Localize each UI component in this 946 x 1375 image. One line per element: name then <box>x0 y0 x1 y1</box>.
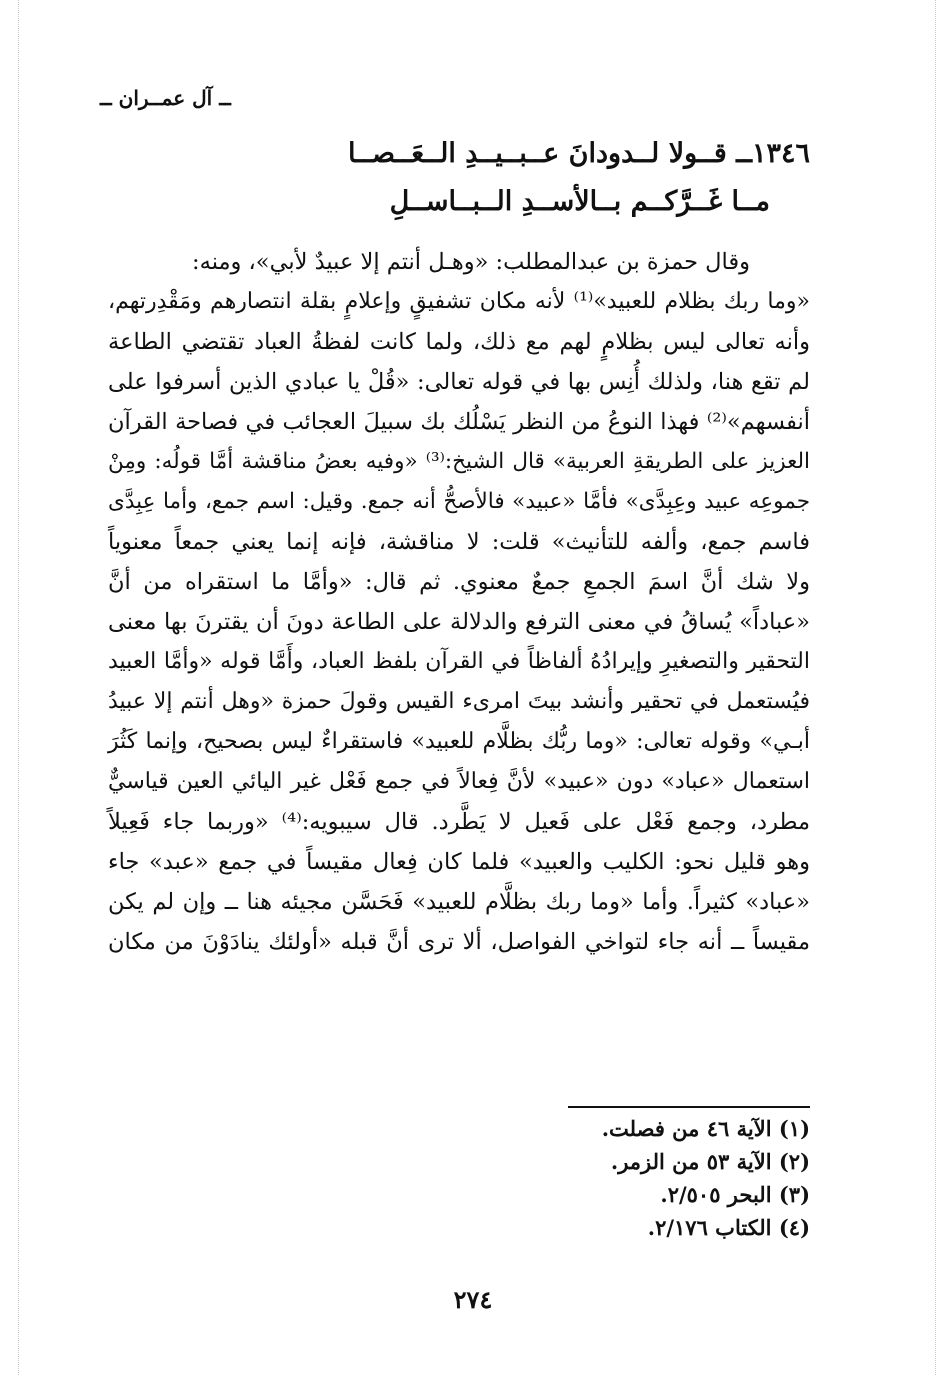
footnote: (٣) البحر ٢/٥٠٥. <box>660 1182 810 1207</box>
body-line: أبـي» وقوله تعالى: «وما ربُّك بظلَّام للعبيد» فاستقراءٌ ليس بصحيح، وإنما كَثُرَ <box>108 729 810 754</box>
body-line: فيُستعمل في تحقير وأنشد بيتَ امرىء القيس وقولَ حمزة «وهل أنتم إلا عبيدُ <box>108 689 810 714</box>
running-header-title: ــ آل عمــران ــ <box>100 86 231 110</box>
body-line: مقيساً ــ أنه جاء لتواخي الفواصل، ألا ترى أنَّ قبله «أولئك ينادَوْنَ من مكان <box>108 929 810 955</box>
running-header <box>100 86 800 110</box>
body-line: التحقير والتصغيرِ وإيرادُهُ ألفاظاً في القرآن بلفظ العباد، وأَمَّا قوله «وأمَّا العبيد <box>108 649 810 674</box>
verse-line-2: مــا غَــرَّكــم بــالأســدِ الــبــاســلِ <box>389 186 770 217</box>
footnote: (٢) الآية ٥٣ من الزمر. <box>610 1149 810 1174</box>
body-line: «وما ربك بظلام للعبيد»⁽¹⁾ لأنه مكان تشفيقٍ وإعلامٍ بقلة انتصارهم ومَقْدِرتهم، <box>108 289 811 314</box>
footnotes <box>300 1112 810 1244</box>
body-line: فاسم جمع، وألفه للتأنيث» قلت: لا مناقشة، فإنه إنما يعني جمعاً معنوياً <box>108 529 810 555</box>
body-line: ولا شك أنَّ اسمَ الجمعِ جمعٌ معنوي. ثم قال: «وأمَّا ما استقراه من أنَّ <box>108 569 810 595</box>
footnote-separator <box>568 1106 810 1108</box>
body-line: أنفسهم»⁽²⁾ فهذا النوعُ من النظر يَسْلُك بك سبيلَ العجائب في فصاحة القرآن <box>108 409 810 435</box>
body-line: استعمال «عباد» دون «عبيد» لأنَّ فِعالاً في جمع فَعْل غير اليائي العين قياسيٌّ <box>108 769 810 794</box>
body-line: العزيز على الطريقةِ العربية» قال الشيخ:⁽³⁾ «وفيه بعضُ مناقشة أمَّا قولُه: ومِنْ <box>108 449 810 474</box>
body-line: لم تقع هنا، ولذلك أُنِس بها في قوله تعالى: «قُلْ يا عبادي الذين أسرفوا على <box>108 369 810 395</box>
body-line: وأنه تعالى ليس بظلامٍ لهم مع ذلك، ولما كانت لفظةُ العباد تقتضي الطاعة <box>108 329 810 355</box>
body-line: «عباداً» يُساقُ في معنى الترفع والدلالة على الطاعة دونَ أن يقترنَ بها معنى <box>108 609 810 635</box>
page-number: ٢٧٤ <box>453 1285 493 1314</box>
body-line: «عباد» كثيراً. وأما «وما ربك بظلَّام للعبيد» فَحَسَّن مجيئه هنا ــ وإن لم يكن <box>108 889 810 915</box>
scan-edge-right <box>935 0 936 1375</box>
body-line: جموعِه عبيد وعِبِدَّى» فأمَّا «عبيد» فالأصحُّ أنه جمع. وقيل: اسم جمع، وأما عِبِدَّى <box>108 489 810 514</box>
footnote: (١) الآية ٤٦ من فصلت. <box>601 1116 810 1141</box>
body-line: مطرد، وجمع فَعْل على فَعيل لا يَطَّرد. قال سيبويه:⁽⁴⁾ «وربما جاء فَعِيلاً <box>108 809 810 835</box>
footnote: (٤) الكتاب ٢/١٧٦. <box>647 1215 810 1240</box>
body-line: وقال حمزة بن عبدالمطلب: «وهـل أنتم إلا عبيدٌ لأبي»، ومنه: <box>192 249 750 275</box>
body-text <box>108 242 810 962</box>
scan-edge-left <box>18 0 19 1375</box>
body-line: وهو قليل نحو: الكليب والعبيد» فلما كان فِعال مقيساً في جمع «عبد» جاء <box>108 849 810 875</box>
verse-line-1: ١٣٤٦ــ قــولا لــدودانَ عــبــيــدِ الــعَــصــا <box>347 138 810 169</box>
